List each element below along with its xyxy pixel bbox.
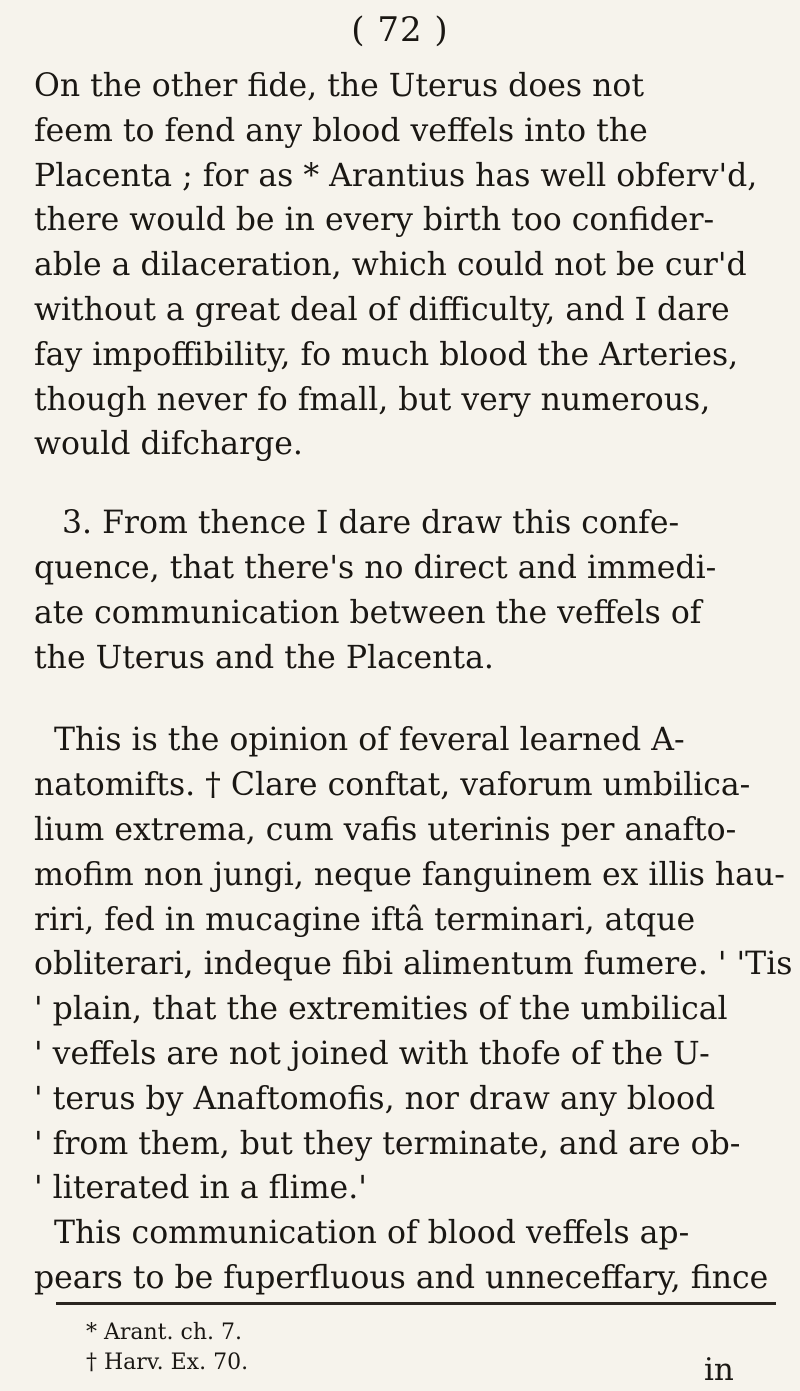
paragraph-1 xyxy=(34,64,774,467)
text-line: ' literated in a flime.' xyxy=(34,1170,367,1207)
text-line: On the other fide, the Uterus does not xyxy=(34,68,645,104)
text-line: obliterari, indeque fibi alimentum fumere. ' 'Tis xyxy=(34,946,793,983)
text-line: ' terus by Anaftomofis, nor draw any blood xyxy=(34,1080,716,1117)
text-line: ate communication between the veffels of xyxy=(34,594,702,631)
text-line: quence, that there's no direct and immedi- xyxy=(34,549,717,586)
text-line: there would be in every birth too confider- xyxy=(34,202,715,239)
footnote: * Arant. ch. 7. xyxy=(86,1320,242,1345)
text-line: 3. From thence I dare draw this confe- xyxy=(62,505,680,542)
text-line: able a dilaceration, which could not be cur'd xyxy=(34,247,747,284)
paragraph-2 xyxy=(34,501,774,680)
text-line: This is the opinion of feveral learned A- xyxy=(54,722,685,759)
text-line: fay impoffibility, fo much blood the Arteries, xyxy=(34,336,739,373)
footnotes xyxy=(86,1318,248,1378)
text-line: ' from them, but they terminate, and are ob- xyxy=(34,1125,741,1162)
text-line: ' veffels are not joined with thofe of the U- xyxy=(34,1035,710,1072)
text-line: pears to be fuperfluous and unneceffary, fince xyxy=(34,1259,769,1296)
paragraph-4 xyxy=(34,1211,774,1301)
text-line: though never fo fmall, but very numerous, xyxy=(34,381,711,418)
text-line: lium extrema, cum vafis uterinis per anafto- xyxy=(34,811,737,848)
catchword: in xyxy=(704,1352,734,1388)
text-line: would difcharge. xyxy=(34,426,303,463)
paragraph-3 xyxy=(34,718,793,1211)
text-line: feem to fend any blood veffels into the xyxy=(34,112,648,149)
footnote-rule xyxy=(56,1302,776,1305)
text-line: the Uterus and the Placenta. xyxy=(34,639,494,676)
text-line: mofim non jungi, neque fanguinem ex illis hau- xyxy=(34,856,785,893)
text-line: riri, fed in mucagine iftâ terminari, atque xyxy=(34,901,696,938)
text-line: without a great deal of difficulty, and I dare xyxy=(34,291,730,328)
text-line: This communication of blood veffels ap- xyxy=(54,1215,690,1252)
body-text xyxy=(34,64,793,1301)
text-line: natomifts. † Clare conftat, vaforum umbilica- xyxy=(34,767,751,804)
footnote: † Harv. Ex. 70. xyxy=(86,1350,249,1375)
text-line: Placenta ; for as * Arantius has well obferv'd, xyxy=(34,157,758,194)
text-line: ' plain, that the extremities of the umbilical xyxy=(34,991,728,1028)
page-number: ( 72 ) xyxy=(351,10,449,50)
